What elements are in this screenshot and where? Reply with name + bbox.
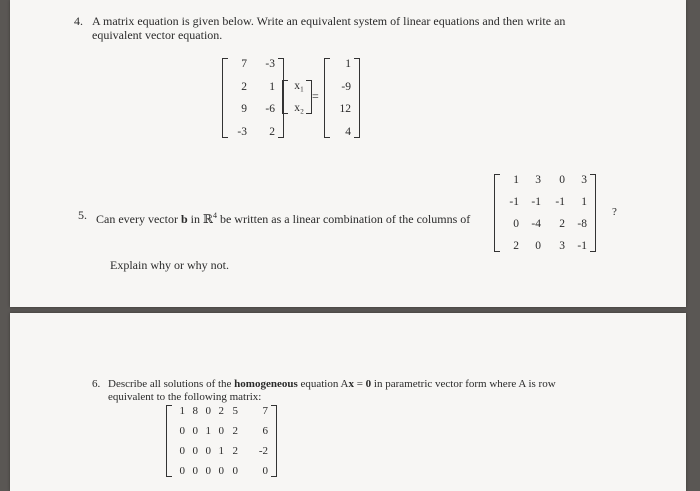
problem-4-equals: = bbox=[312, 89, 319, 103]
problem-5-matrix-entry: 3 bbox=[559, 240, 565, 252]
problem-5-matrix-entry: -1 bbox=[509, 196, 519, 208]
matrix-a-entry: -3 bbox=[237, 125, 247, 138]
vector-b-entry: 4 bbox=[345, 125, 351, 138]
vector-x-entry: x₂ bbox=[294, 102, 304, 114]
problem-6-matrix-entry: 0 bbox=[192, 445, 198, 457]
matrix-a-entry: 9 bbox=[241, 103, 247, 116]
problem-5-matrix-entry: 0 bbox=[559, 174, 565, 186]
problem-5-matrix-entry: 1 bbox=[513, 174, 519, 186]
problem-6-matrix-entry: 0 bbox=[205, 465, 211, 477]
problem-6-matrix-entry: 2 bbox=[218, 405, 224, 417]
problem-5-matrix-entry: -8 bbox=[577, 218, 587, 230]
problem-4-line-1: A matrix equation is given below. Write an equivalent system of linear equations and then write an bbox=[92, 14, 566, 28]
problem-6-matrix-entry: 7 bbox=[262, 405, 268, 417]
problem-5-matrix-entry: -1 bbox=[577, 240, 587, 252]
problem-6-matrix-entry: -2 bbox=[258, 445, 268, 457]
problem-5-matrix-entry: 2 bbox=[559, 218, 565, 230]
problem-6-matrix-entry: 2 bbox=[232, 445, 238, 457]
matrix-a-entry: 2 bbox=[269, 125, 275, 138]
vector-b-entry: 1 bbox=[345, 58, 351, 70]
problem-6-matrix-entry: 2 bbox=[232, 425, 238, 437]
problem-4-vector-x bbox=[282, 80, 312, 114]
worksheet-page-bottom bbox=[10, 313, 686, 491]
problem-6-matrix-entry: 5 bbox=[232, 405, 238, 417]
problem-5-text: Can every vector b in ℝ$^4$ be written as a linear combination of the columns of bbox=[96, 211, 471, 226]
problem-6-matrix-entry: 8 bbox=[192, 405, 198, 417]
vector-b-entry: -9 bbox=[341, 80, 351, 93]
problem-5-matrix bbox=[494, 174, 596, 252]
problem-5-number: 5. bbox=[78, 208, 87, 222]
problem-5-matrix-entry: -1 bbox=[531, 196, 541, 208]
problem-6-matrix-entry: 0 bbox=[205, 445, 211, 457]
problem-6-matrix-entry: 0 bbox=[192, 465, 198, 477]
problem-5-matrix-entry: 3 bbox=[535, 174, 541, 186]
problem-4-vector-b bbox=[324, 58, 360, 138]
problem-6-matrix-entry: 1 bbox=[179, 405, 185, 417]
problem-6-matrix-entry: 0 bbox=[218, 465, 224, 477]
problem-6-line-2: equivalent to the following matrix: bbox=[108, 391, 262, 403]
problem-5-matrix-entry: 3 bbox=[581, 174, 587, 186]
vector-b-entry: 12 bbox=[339, 103, 351, 116]
problem-5-matrix-entry: 0 bbox=[535, 240, 541, 252]
problem-6-matrix-entry: 1 bbox=[205, 425, 211, 437]
problem-6-matrix-entry: 0 bbox=[179, 445, 185, 457]
matrix-a-entry: 7 bbox=[241, 58, 247, 70]
problem-5-explain: Explain why or why not. bbox=[110, 258, 229, 272]
problem-5-question-mark: ? bbox=[612, 206, 617, 218]
problem-6-matrix bbox=[166, 405, 277, 477]
problem-5-matrix-entry: -1 bbox=[555, 196, 565, 208]
problem-6-matrix-entry: 0 bbox=[205, 405, 211, 417]
problem-5-matrix-entry: 1 bbox=[581, 196, 587, 208]
problem-6-matrix-entry: 0 bbox=[262, 465, 268, 477]
matrix-a-entry: 1 bbox=[269, 80, 275, 93]
problem-6-number: 6. bbox=[92, 378, 101, 390]
worksheet-page-top bbox=[10, 0, 686, 307]
problem-5-matrix-entry: 0 bbox=[513, 218, 519, 230]
problem-5-matrix-entry: -4 bbox=[531, 218, 541, 230]
problem-6-matrix-entry: 0 bbox=[179, 425, 185, 437]
problem-6-matrix-entry: 0 bbox=[232, 465, 238, 477]
matrix-a-entry: -6 bbox=[265, 103, 275, 116]
problem-4-matrix-a bbox=[222, 58, 284, 138]
problem-6-line-1: Describe all solutions of the homogeneous equation Ax = 0 in parametric vector form where A is row bbox=[108, 378, 556, 390]
problem-6-matrix-entry: 0 bbox=[218, 425, 224, 437]
problem-6-matrix-entry: 6 bbox=[262, 425, 268, 437]
problem-4-number: 4. bbox=[74, 14, 83, 28]
problem-6-matrix-entry: 0 bbox=[179, 465, 185, 477]
matrix-a-entry: -3 bbox=[265, 58, 275, 70]
problem-5-matrix-entry: 2 bbox=[513, 240, 519, 252]
vector-x-entry: x₁ bbox=[294, 80, 304, 92]
problem-6-matrix-entry: 1 bbox=[218, 445, 224, 457]
matrix-a-entry: 2 bbox=[241, 80, 247, 93]
problem-6-matrix-entry: 0 bbox=[192, 425, 198, 437]
problem-4-line-2: equivalent vector equation. bbox=[92, 28, 223, 42]
